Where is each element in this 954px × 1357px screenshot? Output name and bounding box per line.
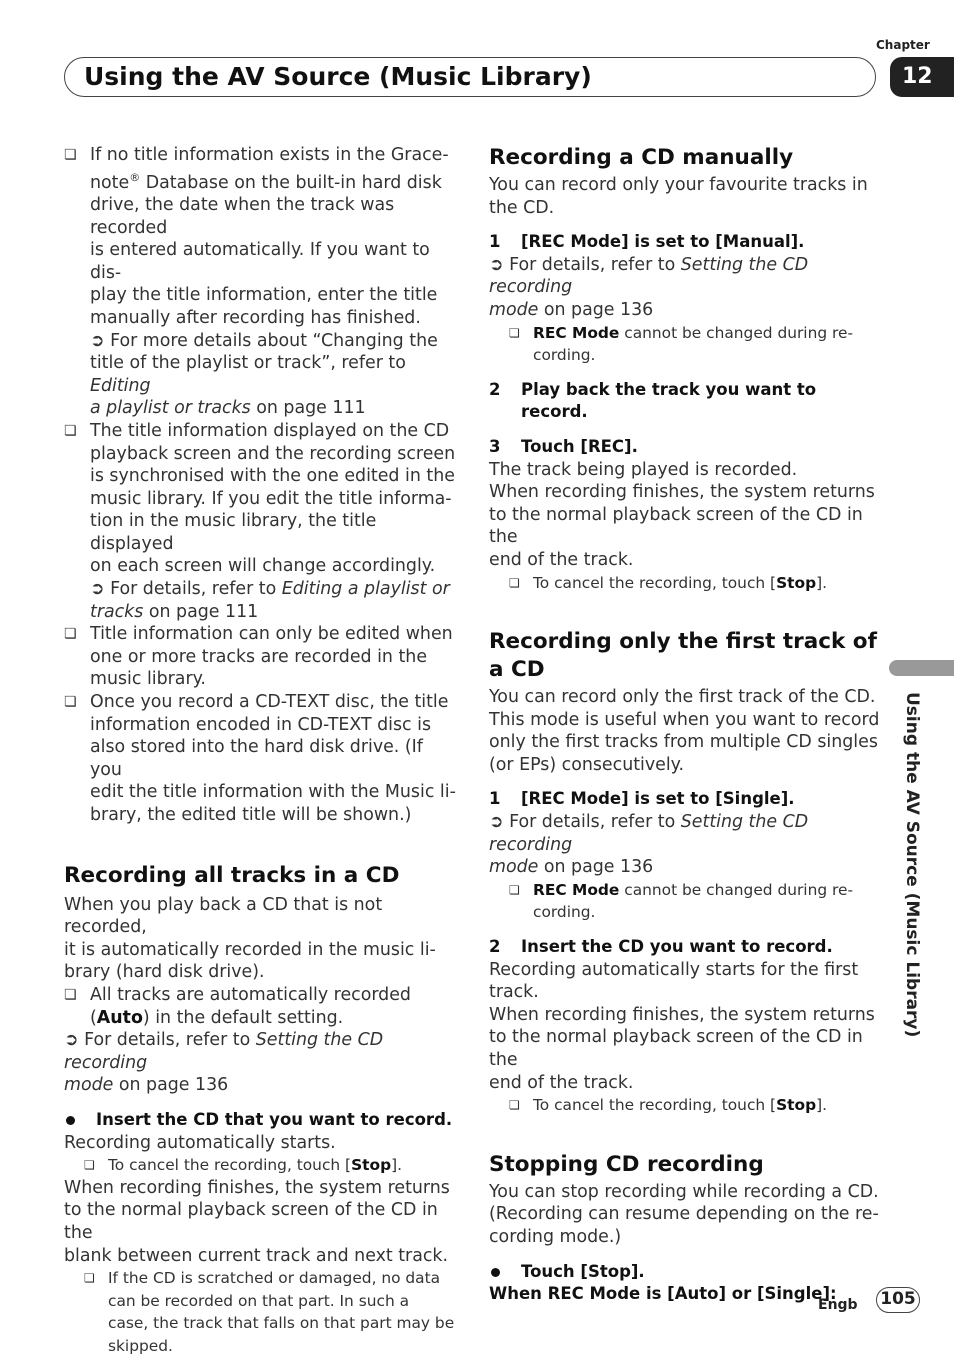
reference-line: ➲ For details, refer to Editing a playlist or [90, 579, 450, 600]
subnote-rec-mode: ❏ REC Mode cannot be changed during re- cording. [489, 322, 881, 367]
chapter-number: 12 [890, 57, 954, 97]
step-1: 1 [REC Mode] is set to [Single]. [489, 789, 795, 809]
reference-line: ➲ For details, refer to Setting the CD recording [489, 812, 809, 855]
reference-line: mode on page 136 [489, 857, 654, 878]
reference-line: mode on page 136 [64, 1075, 229, 1096]
footer-language: Engb [818, 1297, 858, 1313]
subnote-scratched: ❏ If the CD is scratched or damaged, no data can be recorded on that part. In such a case, the track that falls on that part may be skipped. [64, 1267, 456, 1357]
reference-line: tracks on page 111 [90, 601, 259, 622]
right-column: Recording a CD manually You can record only your favourite tracks in the CD. 1 [REC Mode] is set to [Manual]. ➲ For details, refer to Setting the CD recording mode on page 136 ❏ REC Mode cannot be changed during re- cording. 2 Play back the track you want to record. 3 Touch [REC]. The track being played is recorded. When recording finishes, the system returns to the normal playback screen of the CD in the end of the track. ❏ To cancel the recording, touch [Stop]. Recording only the first track of a CD You can record only the first track of the CD. This mode is useful when you want to record only the first tracks from multiple CD singles (or EPs) consecutively. 1 [REC Mode] is set to [Single]. ➲ For details, refer to Setting the CD recording mode on page 136 ❏ REC Mode cannot be changed during re- cording. 2 Insert the CD you want to record. Recording automatically starts for the first track. When recording finishes, the system returns to the normal playback screen of the CD in the end of the track. ❏ To cancel the recording, touch [Stop]. Stopping CD recording You can stop recording while recording a CD. (Recording can resume depending on the re- cording mode.) Touch [Stop]. When REC Mode is [Auto] or [Single]: [489, 144, 881, 1306]
note-edit-condition: ❏ Title information can only be edited when one or more tracks are recorded in the music library. [64, 623, 456, 691]
heading-stopping: Stopping CD recording [489, 1151, 764, 1177]
subnote-rec-mode: ❏ REC Mode cannot be changed during re- cording. [489, 879, 881, 924]
step-insert-cd: Insert the CD that you want to record. [64, 1109, 456, 1132]
heading-recording-first: Recording only the first track of a CD [489, 629, 877, 683]
paragraph: You can record only the first track of the CD. This mode is useful when you want to record only the first tracks from multiple CD singles (or EPs) consecutively. [489, 687, 880, 775]
text-line: note® Database on the built-in hard disk [90, 170, 442, 193]
text-line: play the title information, enter the title [90, 285, 438, 306]
note-title-sync: ❏ The title information displayed on the CD playback screen and the recording screen is synchronised with the one edited in the music library. If you edit the title informa- tion in the music library, the title displayed on each screen will change accordingly. ➲ For details, refer to Editing a playlist or tracks on page 111 [64, 420, 456, 623]
text-line: is entered automatically. If you want to dis- [90, 240, 430, 283]
subnote-cancel: ❏ To cancel the recording, touch [Stop]. [64, 1154, 456, 1177]
step-touch-stop: Touch [Stop]. [489, 1261, 881, 1284]
text-line: drive, the date when the track was recorded [90, 194, 395, 238]
condition-label: When REC Mode is [Auto] or [Single]: [489, 1284, 837, 1304]
side-tab-text: Using the AV Source (Music Library) [902, 692, 922, 1038]
text-line: ❏ If no title information exists in the Grace- [90, 145, 449, 165]
text-line: manually after recording has finished. [90, 307, 421, 328]
reference-line: ➲ For details, refer to Setting the CD recording [489, 254, 809, 298]
chapter-label: Chapter [876, 38, 930, 52]
page-title: Using the AV Source (Music Library) [84, 62, 592, 91]
reference-line: a playlist or tracks on page 111 [90, 398, 366, 419]
text-line: Recording automatically starts. [64, 1132, 336, 1153]
heading-recording-manual: Recording a CD manually [489, 145, 794, 170]
note-cd-text: ❏ Once you record a CD-TEXT disc, the title information encoded in CD-TEXT disc is also stored into the hard disk drive. (If you edit the title information with the Music li- brary, the edited title will be shown.) [64, 691, 456, 827]
page-number: 105 [876, 1287, 920, 1313]
arrow-ref-icon: ➲ [489, 812, 504, 833]
reference-line: mode on page 136 [489, 299, 654, 320]
reference-line: title of the playlist or track”, refer to Editing [90, 353, 406, 396]
subnote-cancel: ❏ To cancel the recording, touch [Stop]. [489, 572, 881, 595]
paragraph: You can stop recording while recording a CD. (Recording can resume depending on the re- cording mode.) [489, 1181, 879, 1247]
paragraph: When you play back a CD that is not recorded, it is automatically recorded in the music li- brary (hard disk drive). [64, 894, 436, 983]
step-1: 1 [REC Mode] is set to [Manual]. [489, 232, 805, 252]
note-auto: ❏ All tracks are automatically recorded (Auto) in the default setting. [64, 984, 456, 1029]
arrow-ref-icon: ➲ [64, 1030, 79, 1051]
reference-line: ➲ For more details about “Changing the [90, 330, 438, 351]
step-2: 2 Play back the track you want to record. [489, 379, 817, 422]
arrow-ref-icon: ➲ [90, 579, 105, 600]
arrow-ref-icon: ➲ [489, 254, 504, 275]
step-2: 2 Insert the CD you want to record. [489, 937, 833, 957]
heading-recording-all: Recording all tracks in a CD [64, 862, 400, 888]
paragraph: You can record only your favourite tracks in the CD. [489, 175, 868, 218]
side-tab-marker [889, 660, 954, 676]
subnote-cancel: ❏ To cancel the recording, touch [Stop]. [489, 1094, 881, 1117]
left-column: ❏ If no title information exists in the Grace- note® Database on the built-in hard disk drive, the date when the track was recorded is entered automatically. If you want to dis- play the title information, enter the title manually after recording has finished. ➲ For more details about “Changing the title of the playlist or track”, refer to Editing a playlist or tracks on page 111 ❏ The title information displayed on the CD playback screen and the recording screen is synchronised with the one edited in the music library. If you edit the title informa- tion in the music library, the title displayed on each screen will change accordingly. ➲ For details, refer to Editing a playlist or tracks on page 111 ❏ Title information can only be edited when one or more tracks are recorded in the music library. ❏ Once you record a CD-TEXT disc, the title information encoded in CD-TEXT disc is also stored into the hard disk drive. (If you edit the title information with the Music li- brary, the edited title will be shown.) Recording all tracks in a CD When you play back a CD that is not recorded, it is automatically recorded in the music li- brary (hard disk drive). ❏ All tracks are automatically recorded (Auto) in the default setting. ➲ For details, refer to Setting the CD recording mode on page 136 Insert the CD that you want to record. Recording automatically starts. ❏ To cancel the recording, touch [Stop]. When recording finishes, the system returns to the normal playback screen of the CD in the blank between current track and next track. ❏ If the CD is scratched or damaged, no data can be recorded on that part. In such a case, the track that falls on that part may be skipped. [64, 144, 456, 1357]
reference-line: ➲ For details, refer to Setting the CD recording [64, 1030, 384, 1073]
step-3: 3 Touch [REC]. [489, 436, 638, 456]
note-gracenote [64, 144, 456, 420]
arrow-ref-icon: ➲ [90, 330, 105, 351]
